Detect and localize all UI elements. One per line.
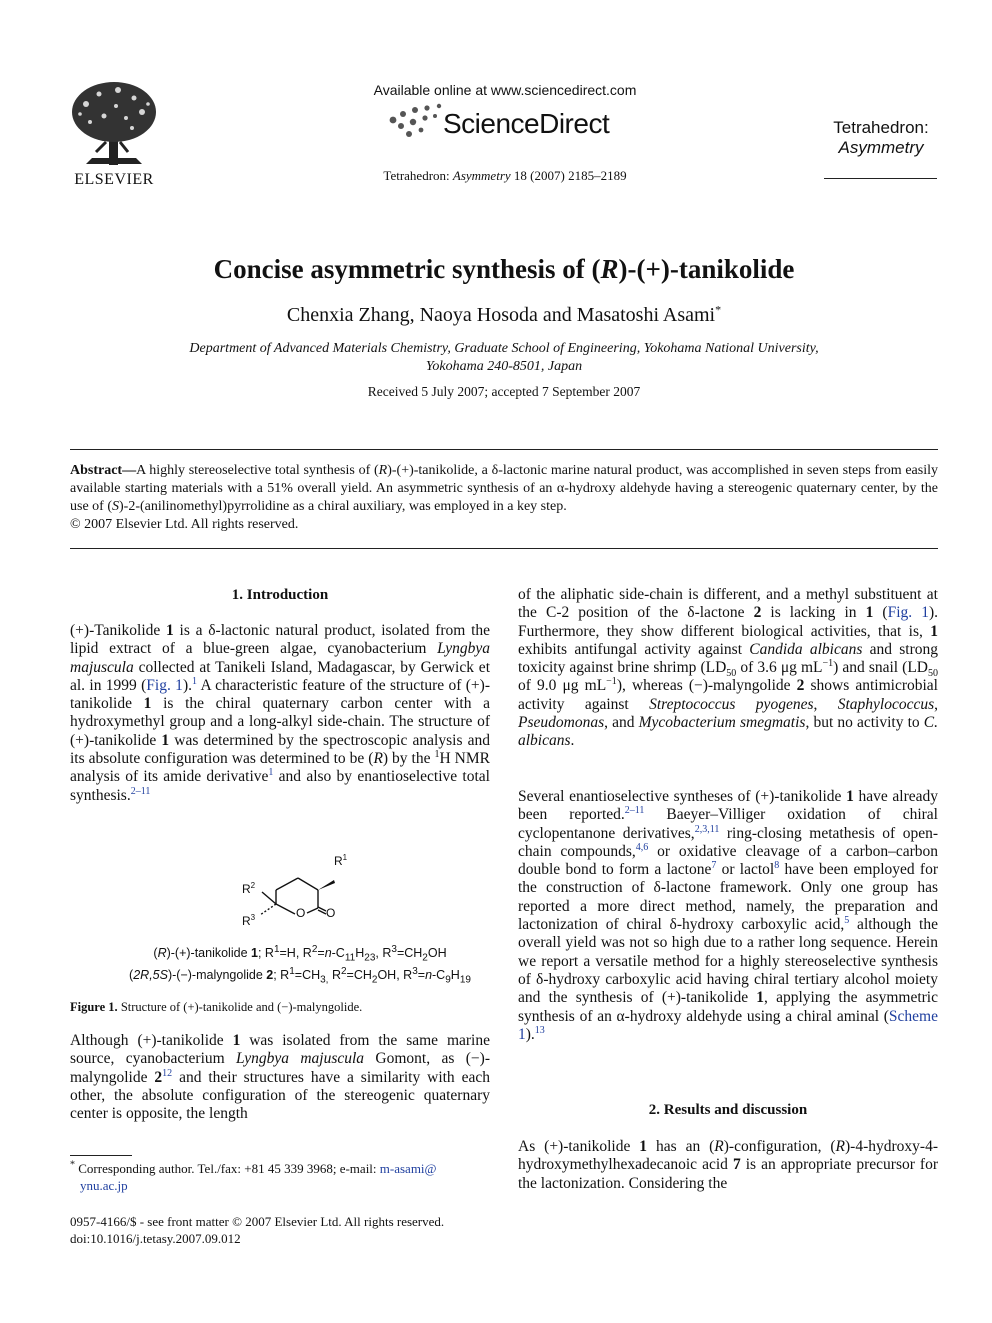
sciencedirect-logo — [385, 100, 630, 146]
journal-citation: Tetrahedron: Asymmetry 18 (2007) 2185–2189 — [383, 168, 627, 183]
r2-label: $R^2$ — [242, 881, 256, 896]
intro-paragraph-1: (+)-Tanikolide 1 is a δ-lactonic natural product, isolated from the lipid extract of a blue-green algae, cyanobacterium Lyngbya majuscula collected at Tanikeli Island, Madagascar, by Gerwick et al. in 1999 (Fig. 1).$^1$ A characteristic feature of the structure of (+)-tanikolide 1 is the chiral quaternary carbon center with a hydroxymethyl group and a long-alkyl side-chain. The structure of (+)-tanikolide 1 was determined by the spectroscopic analysis and its absolute configuration was determined to be (R) by the $^1$H NMR analysis of its amide derivative$^1$ and also by enantioselective total synthesis.$^{2-11}$ — [70, 622, 491, 804]
abstract-top-rule — [70, 449, 938, 450]
front-matter-line: 0957-4166/$ - see front matter © 2007 Elsevier Ltd. All rights reserved. — [70, 1214, 445, 1229]
scheme1-link[interactable]: Scheme 1 — [518, 1007, 938, 1043]
section-heading-results: 2. Results and discussion — [648, 1102, 808, 1118]
fig1-link[interactable]: Fig. 1 — [887, 604, 929, 622]
ref-link[interactable]: 8 — [774, 860, 780, 872]
figure-1-label-tanikolide: (R)-(+)-tanikolide 1; $R^1=H$, $R^2=n-C_{11}H_{23}$, $R^3=CH_2OH$ — [153, 943, 447, 964]
article-title: Concise asymmetric synthesis of (R)-(+)-tanikolide — [213, 254, 795, 284]
footnote-rule — [70, 1155, 132, 1156]
ref-link[interactable]: 1 — [268, 767, 274, 779]
sciencedirect-dots-icon — [385, 102, 445, 142]
intro-paragraph-4: Several enantioselective syntheses of (+)-tanikolide 1 have already been reported.$^{2-11}$ Baeyer–Villiger oxidation of chiral cyclopentanone derivatives,$^{2,3,11}$ ring-closing metathesis of open-chain compounds,$^{4,6}$ or oxidative cleavage of a carbon–carbon double bond to form a lactone$^7$ or lactol$^8$ have been employed for the construction of δ-lactone framework. Only one group has reported a more direct method, namely, the preparation and lactonization of chiral δ-hydroxy carboxylic acid,$^5$ although the overall yield was not so high due to a rather long sequence. Herein we report a versatile method for a highly stereoselective synthesis of δ-hydroxy carboxylic acid having chiral tertiary alcohol moiety and the synthesis of (+)-tanikolide 1, applying the asymmetric synthesis of an α-hydroxy aldehyde using a chiral aminal (Scheme 1).$^{13}$ — [518, 788, 939, 1043]
copyright-line: © 2007 Elsevier Ltd. All rights reserved. — [70, 517, 299, 532]
abstract: Abstract—A highly stereoselective total synthesis of (R)-(+)-tanikolide, a δ-lactonic marine natural product, was accomplished in seven steps from easily available starting materials with a 51% overall yield. An asymmetric synthesis of an α-hydroxy aldehyde having a stereogenic quaternary center, by the use of (S)-2-(anilinomethyl)pyrrolidine as a chiral auxiliary, was employed in a key step. © 2007 Elsevier Ltd. All rights reserved. — [70, 463, 939, 532]
journal-name: Tetrahedron: Asymmetry — [833, 118, 929, 157]
corresponding-author-footnote: * Corresponding author. Tel./fax: +81 45 339 3968; e-mail: m-asami@ ynu.ac.jp — [70, 1159, 437, 1193]
figure-1-caption: Figure 1. Structure of (+)-tanikolide and (−)-malyngolide. — [70, 1000, 363, 1014]
intro-paragraph-3: of the aliphatic side-chain is different, and a methyl substituent at the C-2 position of the δ-lactone 2 is lacking in 1 (Fig. 1). Furthermore, they show different biological activities, that is, 1 exhibits antifungal activity against Candida albicans and strong toxicity against brine shrimp ($LD_{50}$ of 3.6 μg $mL^{-1}$) and snail ($LD_{50}$ of 9.0 μg $mL^{-1}$), whereas (−)-malyngolide 2 shows antimicrobial activity against Streptococcus pyogenes, Staphylococcus, Pseudomonas, and Mycobacterium smegmatis, but no activity to C. albicans. — [518, 586, 939, 750]
section-heading-introduction: 1. Introduction — [231, 587, 329, 603]
ref-link[interactable]: 5 — [844, 914, 850, 926]
r3-label: $R^3$ — [242, 913, 256, 928]
available-online: Available online at www.sciencedirect.com — [373, 82, 637, 98]
fig1-link[interactable]: Fig. 1 — [146, 676, 183, 694]
ref-link[interactable]: 13 — [534, 1024, 545, 1036]
email-link-continued[interactable]: ynu.ac.jp — [80, 1178, 128, 1193]
ref-link[interactable]: 1 — [191, 675, 197, 687]
ref-link[interactable]: 2–11 — [624, 805, 645, 817]
intro-paragraph-2: Although (+)-tanikolide 1 was isolated from the same marine source, cyanobacterium Lyngbya majuscula Gomont, as (−)-malyngolide $2^{12}$ and their structures have a similarity with each other, the absolute configuration of the stereogenic quaternary center is opposite, the length — [70, 1032, 490, 1123]
doi-line: doi:10.1016/j.tetasy.2007.09.012 — [70, 1231, 241, 1246]
results-paragraph-1: As (+)-tanikolide 1 has an (R)-configuration, (R)-4-hydroxy-4-hydroxymethylhexadecanoic acid 7 is an appropriate precursor for the lactonization. Considering the — [518, 1138, 938, 1192]
figure-1-structure — [230, 853, 350, 938]
figure-1-label-malyngolide: (2R,5S)-(−)-malyngolide 2; $R^1=CH_{3,}$ $R^2=CH_2OH$, $R^3=n-C_9H_{19}$ — [129, 965, 471, 986]
ref-link[interactable]: 4,6 — [635, 841, 649, 853]
elsevier-logo — [66, 78, 162, 186]
author-list: Chenxia Zhang, Naoya Hosoda and Masatoshi Asami* — [286, 302, 722, 326]
journal-name-rule — [824, 178, 937, 179]
r1-label: $R^1$ — [334, 853, 348, 868]
ref-link[interactable]: 12 — [162, 1067, 173, 1079]
ring-oxygen-label: O — [296, 906, 306, 920]
ref-link[interactable]: 7 — [711, 860, 717, 872]
sciencedirect-wordmark: ScienceDirect — [443, 108, 610, 139]
affiliation: Department of Advanced Materials Chemistry, Graduate School of Engineering, Yokohama National University, Yokohama 240-8501, Japan — [189, 341, 819, 374]
ref-link[interactable]: 2,3,11 — [694, 823, 720, 835]
ref-link[interactable]: 2–11 — [130, 785, 151, 797]
abstract-bottom-rule — [70, 548, 938, 549]
email-link[interactable]: m-asami@ — [379, 1161, 437, 1176]
elsevier-wordmark: ELSEVIER — [74, 171, 154, 188]
carbonyl-oxygen-label: O — [326, 906, 336, 920]
elsevier-tree-icon — [66, 78, 162, 168]
received-dates: Received 5 July 2007; accepted 7 September 2007 — [367, 384, 641, 399]
